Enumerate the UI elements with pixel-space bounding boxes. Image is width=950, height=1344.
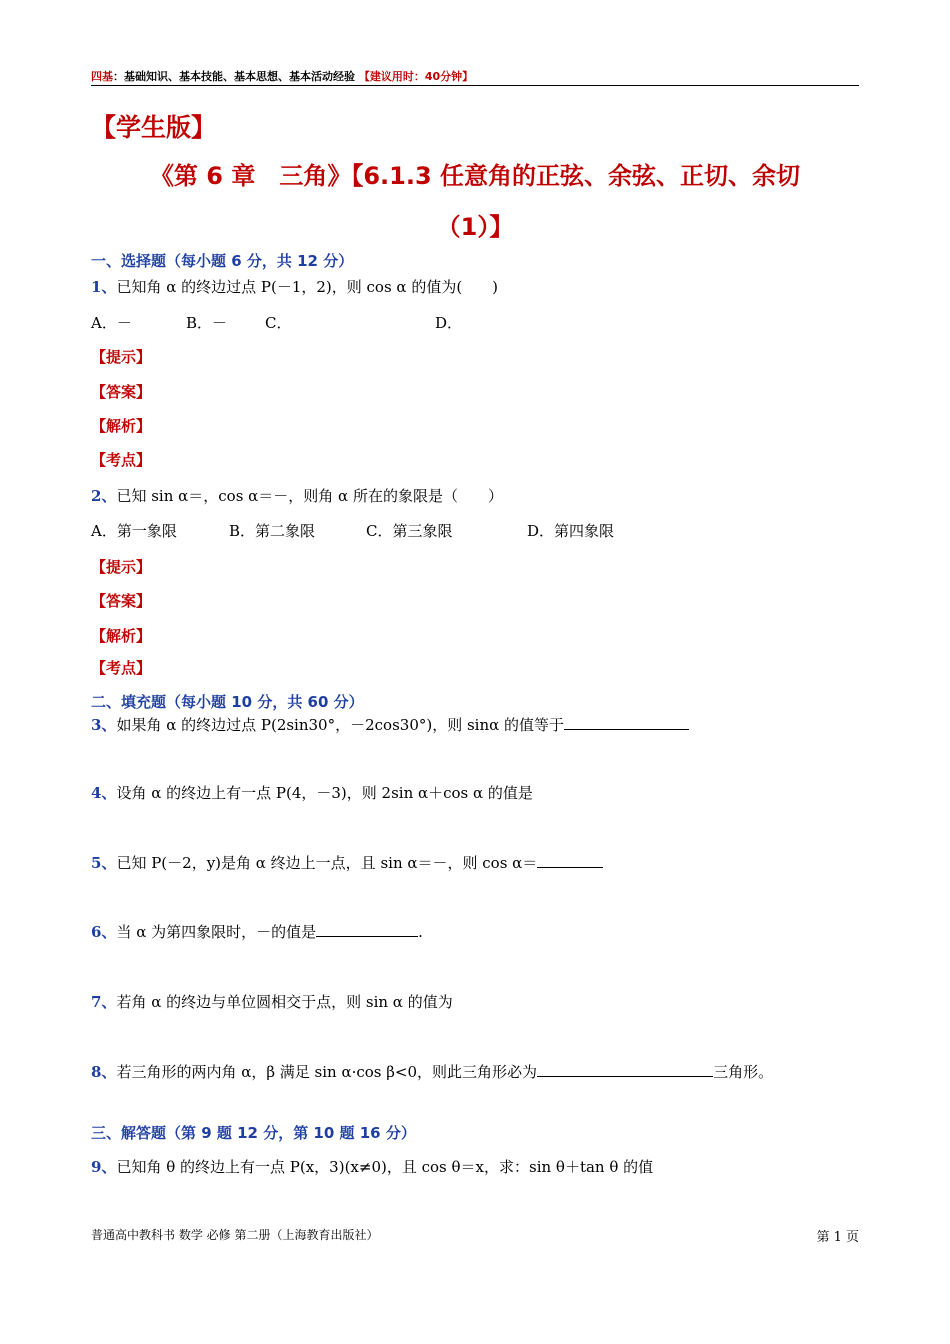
question-7 [91,991,453,1012]
q2-option-d: D．第四象限 [527,522,615,540]
question-number: 7、 [91,993,117,1011]
question-number: 5、 [91,854,117,872]
header-description: ：基础知识、基本技能、基本思想、基本活动经验 [113,70,355,83]
question-text: 已知 P(－2，y)是角 α 终边上一点，且 sin α＝－，则 cos α＝ [116,854,538,872]
question-text: 设角 α 的终边上有一点 P(4，－3)，则 2sin α＋cos α 的值是 [116,784,533,802]
question-text: 已知角 α 的终边过点 P(－1，2)，则 cos α 的值为( ) [116,278,499,296]
question-text: 若角 α 的终边与单位圆相交于点，则 sin α 的值为 [116,993,453,1011]
question-text: 如果角 α 的终边过点 P(2sin30°，－2cos30°)，则 sinα 的值等于 [116,716,565,734]
q1-analysis-tag: 【解析】 [91,417,152,435]
question-text: 已知角 θ 的终边上有一点 P(x，3)(x≠0)，且 cos θ＝x，求：sin θ＋tan θ 的值 [116,1158,654,1176]
q2-analysis-tag: 【解析】 [91,627,152,645]
footer-page-number: 第 1 页 [816,1230,859,1245]
question-number: 9、 [91,1158,117,1176]
q1-answer-tag: 【答案】 [91,383,152,401]
header-label: 四基 [91,70,113,83]
q1-option-d: D． [435,314,463,332]
q2-option-c: C．第三象限 [366,522,453,540]
question-number: 4、 [91,784,117,802]
question-number: 3、 [91,716,117,734]
section-heading-solve: 三、解答题（第 9 题 12 分，第 10 题 16 分） [91,1124,416,1142]
answer-blank[interactable] [537,853,603,868]
q2-option-a: A．第一象限 [91,522,177,540]
answer-blank[interactable] [316,922,418,937]
section-heading-fill: 二、填充题（每小题 10 分，共 60 分） [91,693,364,711]
question-1 [91,276,498,297]
chapter-title: 《第 6 章 三角》 [149,162,352,190]
page-title [91,156,859,191]
question-4 [91,782,533,803]
footer-book: 普通高中教科书 数学 必修 第二册（上海教育出版社） [91,1228,379,1242]
time-hint: 【建议用时：40分钟】 [358,70,474,83]
header-rule [91,85,859,86]
question-9 [91,1156,653,1177]
section-title: 【6.1.3 任意角的正弦、余弦、正切、余切 [351,162,801,190]
q2-answer-tag: 【答案】 [91,592,152,610]
question-number: 1、 [91,278,117,296]
question-text: 已知 sin α＝，cos α＝－，则角 α 所在的象限是（ ） [116,487,503,505]
question-number: 2、 [91,487,117,505]
question-tail: . [418,923,423,941]
question-6 [91,921,423,942]
q1-hint-tag: 【提示】 [91,348,152,366]
question-tail: 三角形。 [713,1063,774,1081]
question-text: 若三角形的两内角 α，β 满足 sin α·cos β<0，则此三角形必为 [116,1063,538,1081]
answer-blank[interactable] [564,715,689,730]
question-2 [91,485,503,506]
question-3 [91,714,689,735]
version-label: 【学生版】 [91,113,217,142]
answer-blank[interactable] [537,1062,713,1077]
q1-point-tag: 【考点】 [91,451,152,469]
q1-option-c: C． [265,314,292,332]
q2-option-b: B．第二象限 [229,522,316,540]
q2-point-tag: 【考点】 [91,659,152,677]
question-number: 6、 [91,923,117,941]
question-8 [91,1061,773,1082]
q2-hint-tag: 【提示】 [91,558,152,576]
page-title-line2: （1）】 [436,213,514,241]
section-heading-choice: 一、选择题（每小题 6 分，共 12 分） [91,252,354,270]
question-number: 8、 [91,1063,117,1081]
question-text: 当 α 为第四象限时，－的值是 [116,923,317,941]
question-5 [91,852,603,873]
q1-option-a: A．－ [91,314,132,332]
q1-option-b: B．－ [186,314,228,332]
page-header [91,68,473,84]
